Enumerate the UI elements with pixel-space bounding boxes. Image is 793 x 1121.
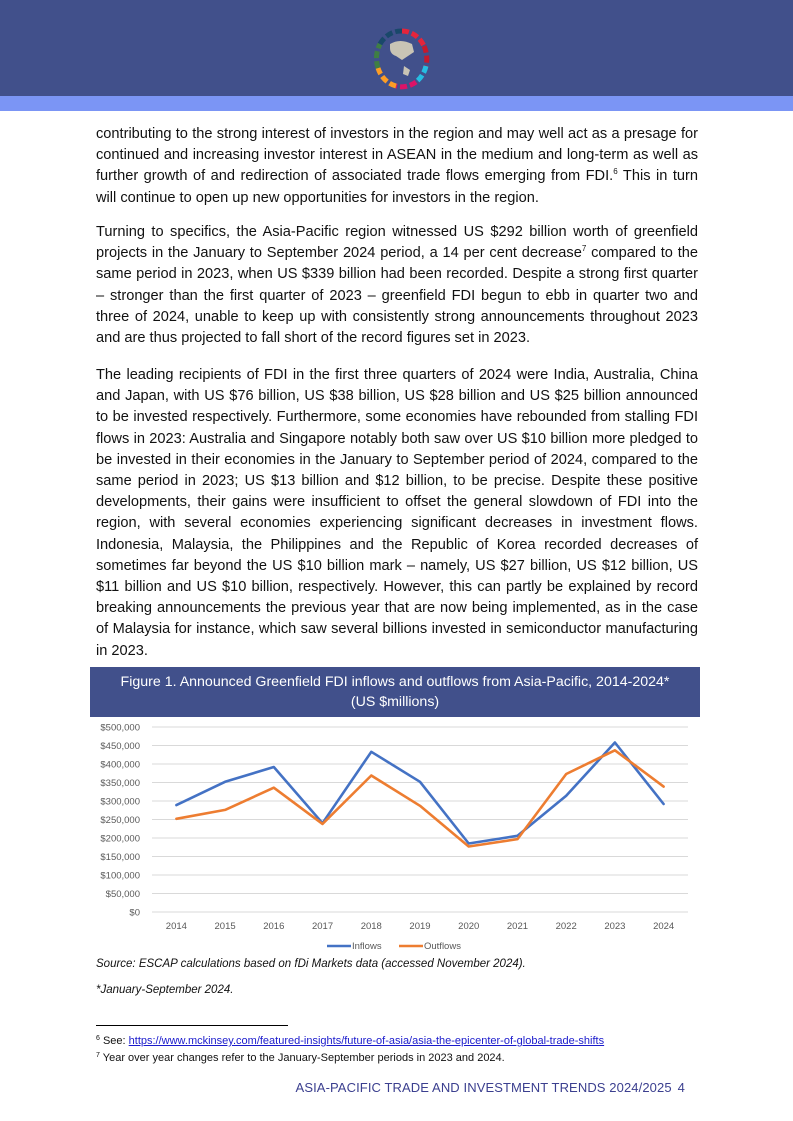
footnote-ref-7[interactable]: 7 <box>581 244 587 254</box>
header-stripe <box>0 96 793 111</box>
legend-label-outflows: Outflows <box>424 941 461 952</box>
paragraph-3-text: The leading recipients of FDI in the first three quarters of 2024 were India, Australia, China and Japan, with US $76 billion, US $38 billion, US $28 billion and US $25 billion announced to be invested respectively. Furthermore, some economies have rebounded from stalling FDI flows in 2023: Australia and Singapore notably both saw over US $10 billion more pledged to be invested in their economies in the January to September period of 2024, compared to the same period in 2023; US $13 billion and $12 billion, to be precise. Despite these positive developments, their gains were insufficient to offset the general slowdown of FDI into the region, with several economies experiencing significant decreases in investment flows. Indonesia, Malaysia, the Philippines and the Republic of Korea recorded decreases of sometimes far beyond the US $10 billion mark – namely, US $27 billion, US $12 billion, US $11 billion and US $10 billion, respectively. However, this can partly be explained by record breaking announcements the previous year that are now being implemented, as in the case of Malaysia for instance, which saw several billions invested in semiconductor manufacturing in 2023. <box>96 367 698 659</box>
page-number: 4 <box>677 1080 685 1095</box>
figure-note: *January-September 2024. <box>96 984 234 996</box>
footnote-6-number: 6 <box>96 1035 100 1042</box>
y-axis-ticks <box>100 723 140 919</box>
y-tick-label: $450,000 <box>100 741 140 752</box>
x-tick-label: 2022 <box>555 921 577 932</box>
y-tick-label: $150,000 <box>100 852 140 863</box>
x-tick-label: 2017 <box>311 921 334 932</box>
escap-logo-icon <box>372 26 432 92</box>
paragraph-2-text-after: compared to the same period in 2023, when US $339 billion had been recorded. Despite a strong first quarter – stronger than the first quarter of 2023 – greenfield FDI begun to ebb in quarter two and three of 2024, unable to keep up with consistently strong announcements throughout 2023 and are thus projected to fall short of the record figures set in 2023. <box>96 245 698 347</box>
legend-label-inflows: Inflows <box>352 941 382 952</box>
series-line-inflows <box>176 743 663 844</box>
x-axis-ticks <box>166 921 674 932</box>
y-tick-label: $50,000 <box>105 889 140 900</box>
footnote-7 <box>96 1052 505 1064</box>
x-tick-label: 2016 <box>263 921 285 932</box>
footnote-ref-6[interactable]: 6 <box>613 167 618 177</box>
y-tick-label: $100,000 <box>100 870 140 882</box>
series-line-outflows <box>176 750 663 846</box>
paragraph-1 <box>96 124 698 209</box>
y-tick-label: $400,000 <box>100 759 140 771</box>
y-tick-label: $300,000 <box>100 796 140 808</box>
figure-title <box>90 667 700 717</box>
footnote-divider <box>96 1025 288 1026</box>
paragraph-2-text: Turning to specifics, the Asia-Pacific region witnessed US $292 billion worth of greenfield projects in the January to September 2024 period, a 14 per cent decrease <box>96 224 698 262</box>
series-lines <box>176 742 663 846</box>
paragraph-3 <box>96 365 698 662</box>
running-title: ASIA-PACIFIC TRADE AND INVESTMENT TRENDS 2024/2025 <box>295 1080 672 1095</box>
chart-legend <box>327 941 461 952</box>
running-footer <box>296 1080 685 1095</box>
figure-title-line-1: Figure 1. Announced Greenfield FDI inflows and outflows from Asia-Pacific, 2014-2024* <box>120 674 670 690</box>
footnote-7-number: 7 <box>96 1052 100 1059</box>
footnote-6-prefix: See: <box>102 1035 129 1047</box>
fdi-line-chart <box>90 717 700 957</box>
x-tick-label: 2015 <box>214 921 236 932</box>
y-tick-label: $350,000 <box>100 778 140 789</box>
footnote-6-link[interactable]: https://www.mckinsey.com/featured-insights/future-of-asia/asia-the-epicenter-of-global-trade-shifts <box>128 1035 605 1047</box>
x-tick-label: 2019 <box>409 921 431 932</box>
y-tick-label: $0 <box>129 907 140 919</box>
x-tick-label: 2021 <box>506 921 529 932</box>
footnote-6 <box>96 1035 604 1047</box>
paragraph-1-text-after: This in turn will continue to open up new opportunities for investors in the region. <box>96 168 699 206</box>
figure-title-line-2: (US $millions) <box>350 694 440 710</box>
y-tick-label: $250,000 <box>100 815 140 826</box>
footnote-7-text: Year over year changes refer to the January-September periods in 2023 and 2024. <box>102 1052 505 1064</box>
x-tick-label: 2024 <box>653 921 675 932</box>
paragraph-1-text: contributing to the strong interest of investors in the region and may well act as a presage for continued and increasing investor interest in ASEAN in the medium and long-term as well as further growth of and redirection of associated trade flows emerging from FDI. <box>96 126 698 185</box>
y-tick-label: $200,000 <box>100 833 140 845</box>
x-tick-label: 2023 <box>604 921 626 932</box>
x-tick-label: 2020 <box>458 921 480 932</box>
figure-source: Source: ESCAP calculations based on fDi Markets data (accessed November 2024). <box>96 958 526 970</box>
y-tick-label: $500,000 <box>100 722 140 734</box>
x-tick-label: 2018 <box>360 921 382 932</box>
x-tick-label: 2014 <box>165 921 187 932</box>
paragraph-2 <box>96 222 698 349</box>
